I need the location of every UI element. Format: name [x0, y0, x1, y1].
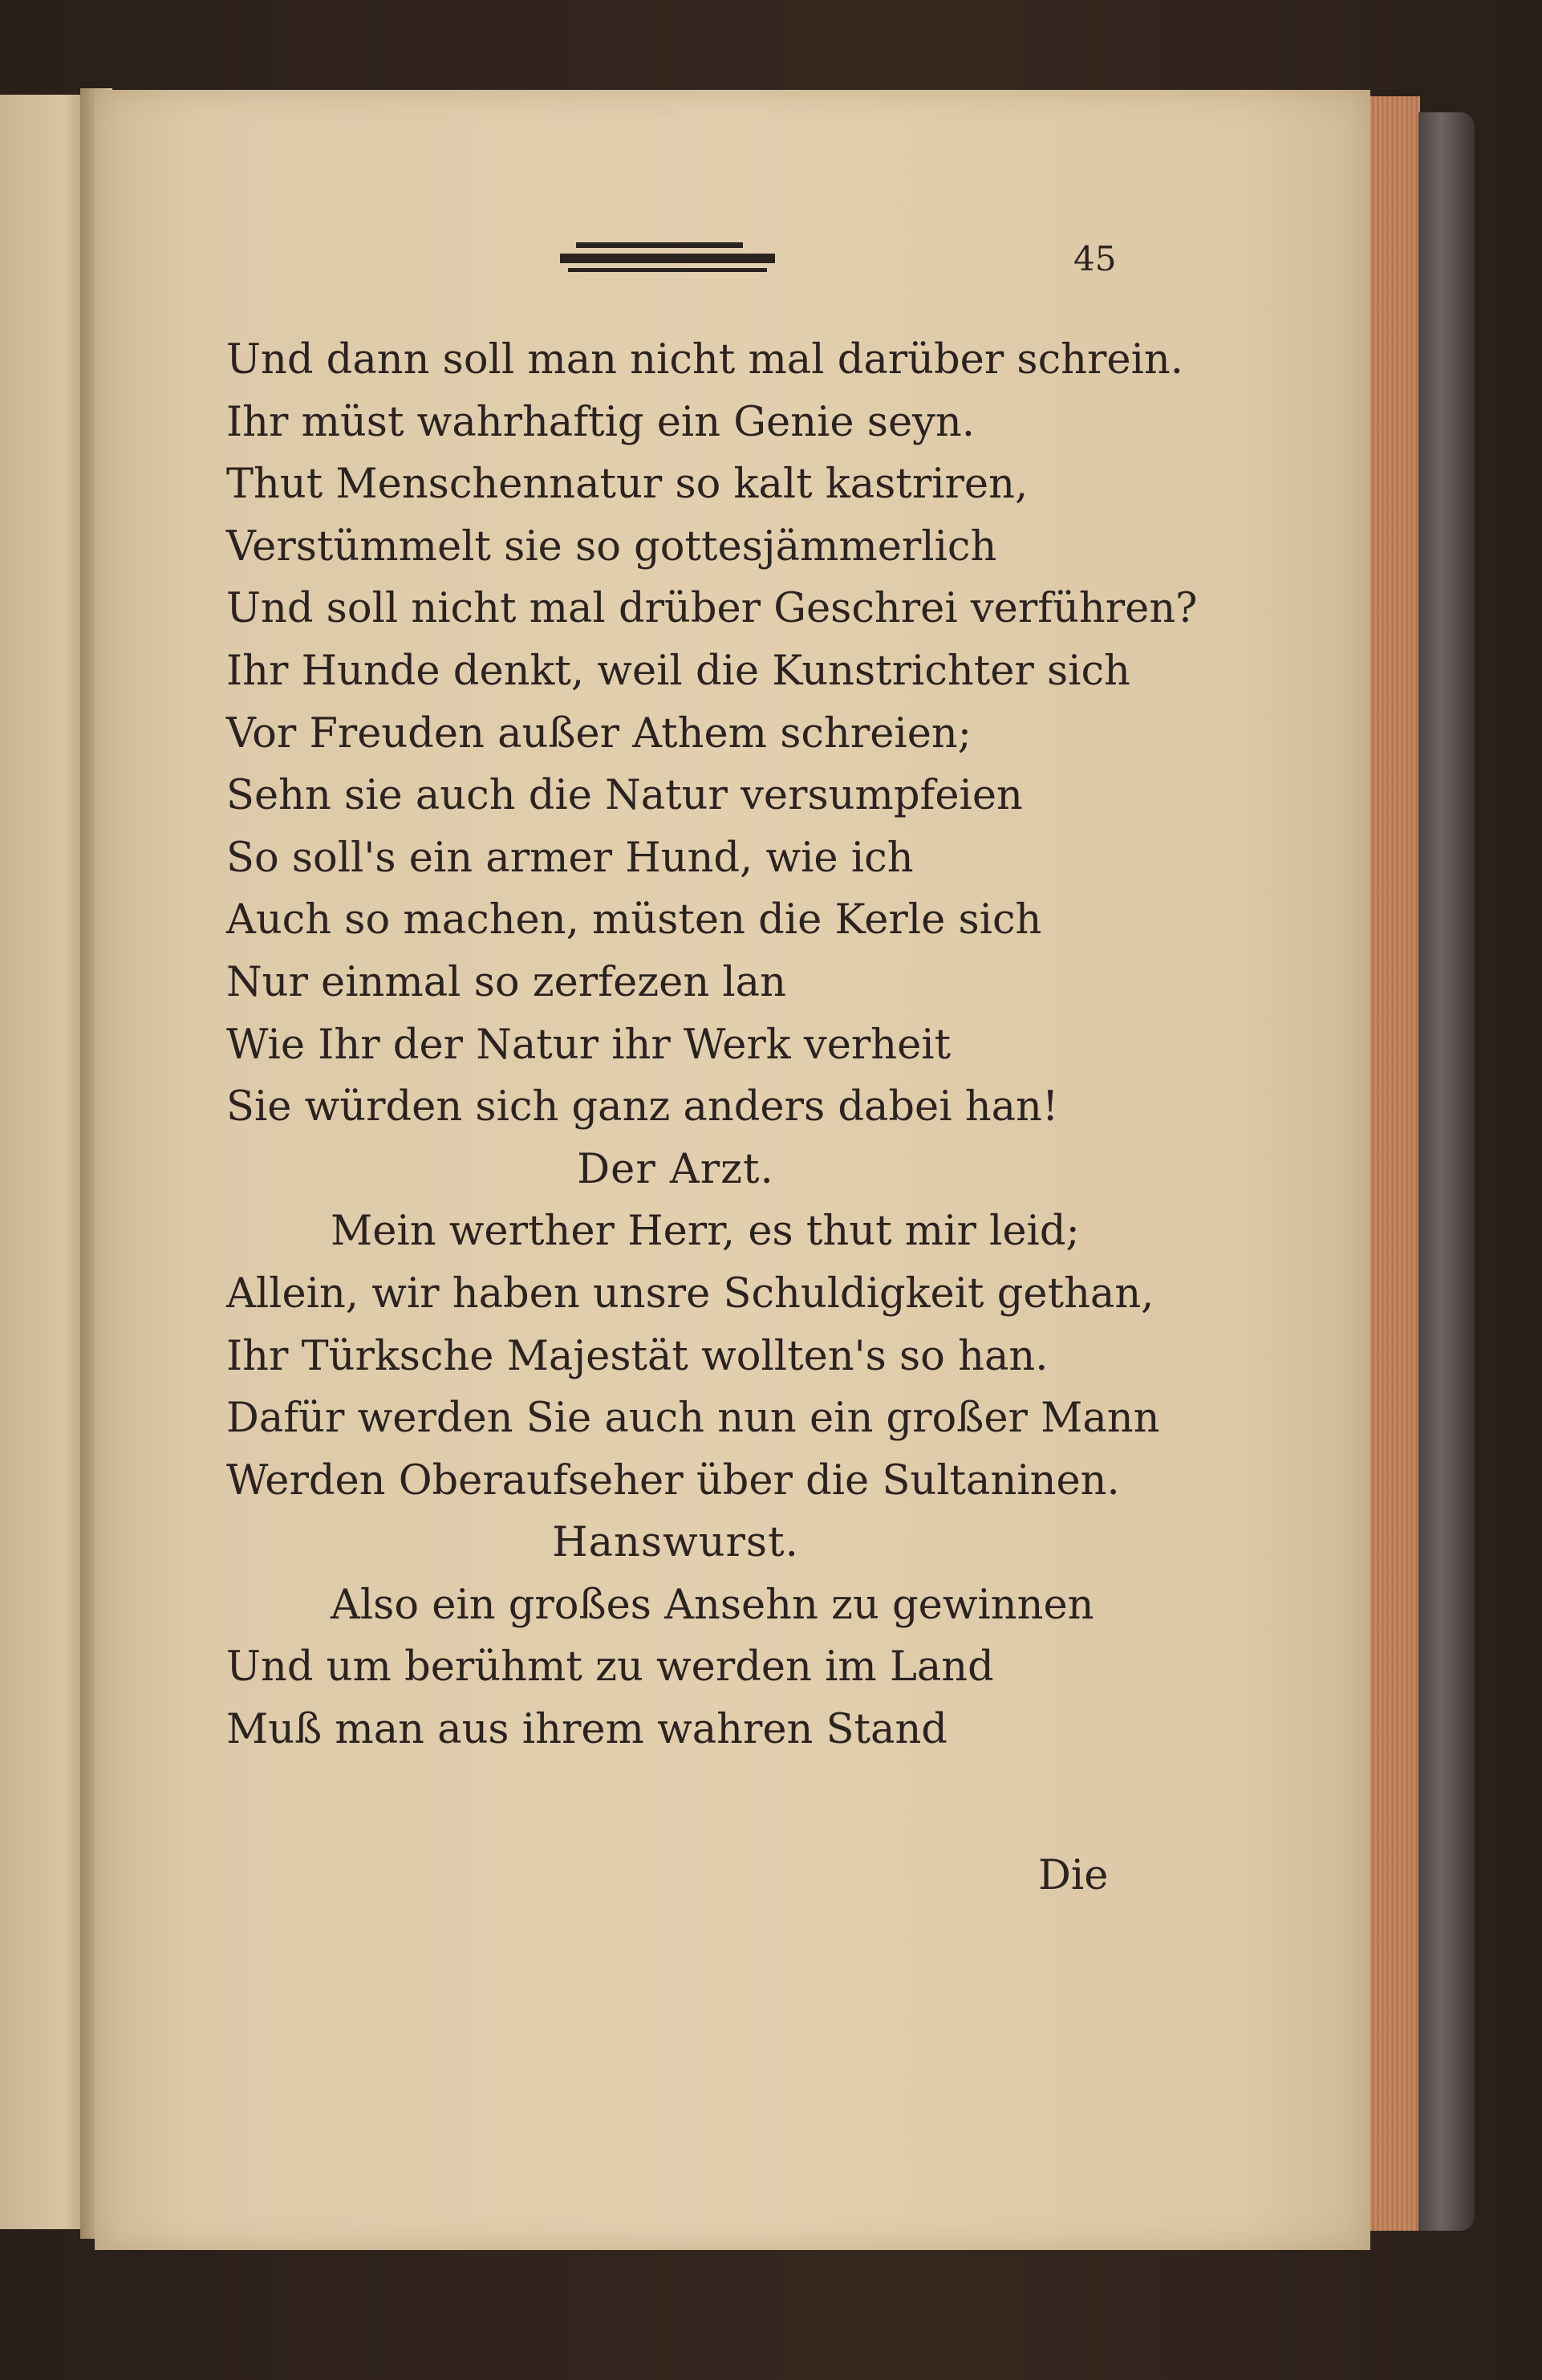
- text-line: Nur einmal so zerfezen lan: [226, 958, 786, 1006]
- left-page-edge: [0, 95, 90, 2229]
- text-line: Ihr müst wahrhaftig ein Genie seyn.: [226, 398, 975, 446]
- ornament-rule: [568, 268, 767, 272]
- text-line: Verstümmelt sie so gottesjämmerlich: [226, 522, 997, 571]
- book-cover-edge: [1418, 112, 1475, 2231]
- text-line: Thut Menschennatur so kalt kastriren,: [226, 461, 1029, 509]
- text-line: Allein, wir haben unsre Schuldigkeit gethan,: [226, 1269, 1154, 1318]
- speaker-heading: Hanswurst.: [552, 1519, 799, 1567]
- text-line: Sehn sie auch die Natur versumpfeien: [226, 772, 1023, 820]
- text-line: Ihr Hunde denkt, weil die Kunstrichter sich: [226, 647, 1130, 695]
- text-line: Vor Freuden außer Athem schreien;: [226, 709, 972, 757]
- text-line: Mein werther Herr, es thut mir leid;: [331, 1208, 1080, 1256]
- ornament-rule: [576, 242, 743, 248]
- poem-text: [226, 329, 1198, 1761]
- text-line: Also ein großes Ansehn zu gewinnen: [331, 1581, 1094, 1629]
- ornament-rule: [560, 254, 775, 263]
- text-line: Werden Oberaufseher über die Sultaninen.: [226, 1456, 1120, 1505]
- page-edges: [1364, 96, 1420, 2231]
- speaker-heading: Der Arzt.: [577, 1145, 774, 1193]
- text-line: Sie würden sich ganz anders dabei han!: [226, 1083, 1059, 1131]
- text-line: So soll's ein armer Hund, wie ich: [226, 834, 914, 882]
- text-line: Wie Ihr der Natur ihr Werk verheit: [226, 1021, 952, 1069]
- page-number: 45: [1073, 239, 1117, 278]
- text-line: Dafür werden Sie auch nun ein großer Mann: [226, 1395, 1160, 1443]
- text-line: Muß man aus ihrem wahren Stand: [226, 1706, 948, 1754]
- text-line: Ihr Türksche Majestät wollten's so han.: [226, 1332, 1049, 1380]
- catchword: Die: [1038, 1852, 1109, 1899]
- text-line: Auch so machen, müsten die Kerle sich: [226, 896, 1042, 944]
- text-line: Und dann soll man nicht mal darüber schrein.: [226, 336, 1183, 384]
- text-line: Und um berühmt zu werden im Land: [226, 1643, 994, 1692]
- header-ornament: [560, 242, 775, 274]
- text-line: Und soll nicht mal drüber Geschrei verführen?: [226, 585, 1198, 633]
